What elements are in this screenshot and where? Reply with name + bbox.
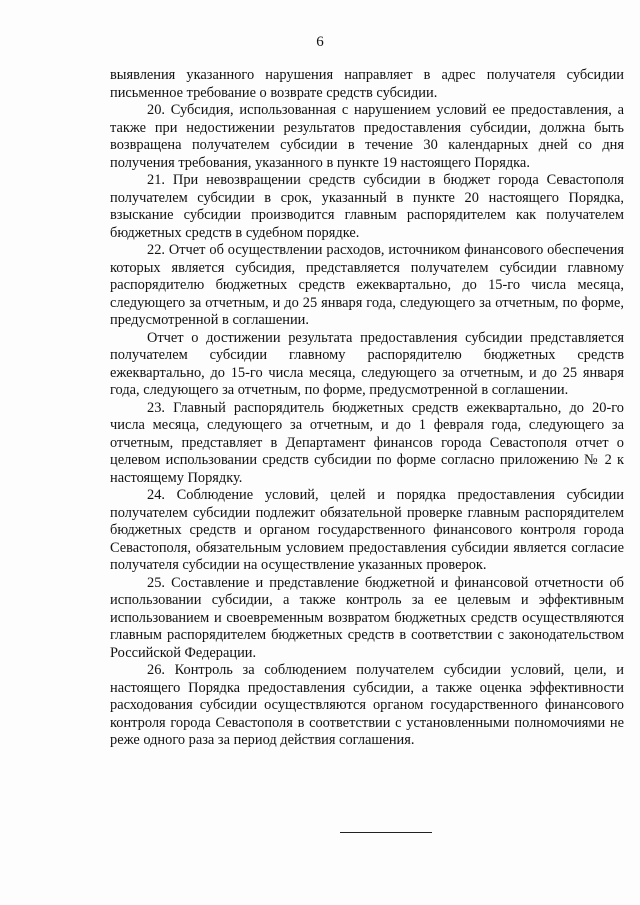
paragraph-26: 26. Контроль за соблюдением получателем субсидии условий, цели, и настоящего Порядка предоставления субсидии, а также оценка эффективности расходования субсидии осуществляются органом государственного финансового контроля города Севастополя в соответствии с установленными полномочиями не реже одного раза за период действия соглашения. xyxy=(110,662,624,748)
document-body xyxy=(110,67,624,750)
paragraph-continuation: выявления указанного нарушения направляет в адрес получателя субсидии письменное требование о возврате средств субсидии. xyxy=(110,67,624,101)
paragraph-24: 24. Соблюдение условий, целей и порядка предоставления субсидии получателем субсидии подлежит обязательной проверке главным распорядителем бюджетных средств и органом государственного финансового контроля города Севастополя, обязательным условием предоставления субсидии является согласие получателя субсидии на осуществление указанных проверок. xyxy=(110,487,624,573)
paragraph-22-report: Отчет о достижении результата предоставления субсидии представляется получателем субсидии главному распорядителю бюджетных средств ежеквартально, до 15-го числа месяца, следующего за отчетным, и до 25 января года, следующего за отчетным, по форме, предусмотренной в соглашении. xyxy=(110,329,624,398)
paragraph-23: 23. Главный распорядитель бюджетных средств ежеквартально, до 20-го числа месяца, следующего за отчетным, и до 1 февраля года, следующего за отчетным, представляет в Департамент финансов города Севастополя отчет о целевом использовании средств субсидии по форме согласно приложению № 2 к настоящему Порядку. xyxy=(110,399,624,486)
end-of-document-rule xyxy=(340,832,432,833)
paragraph-20: 20. Субсидия, использованная с нарушением условий ее предоставления, а также при недостижении результатов предоставления субсидии, должна быть возвращена получателем субсидии в течение 30 календарных дней со дня получения требования, указанного в пункте 19 настоящего Порядка. xyxy=(110,102,624,171)
page-number: 6 xyxy=(316,34,324,50)
paragraph-21: 21. При невозвращении средств субсидии в бюджет города Севастополя получателем субсидии в срок, указанный в пункте 20 настоящего Порядка, взыскание субсидии производится главным распорядителем как получателем бюджетных средств в судебном порядке. xyxy=(110,172,624,241)
paragraph-25: 25. Составление и представление бюджетной и финансовой отчетности об использовании субсидии, а также контроль за ее целевым и эффективным использованием и своевременным возвратом бюджетных средств осуществляются главным распорядителем бюджетных средств в соответствии с законодательством Российской Федерации. xyxy=(110,574,624,661)
paragraph-22: 22. Отчет об осуществлении расходов, источником финансового обеспечения которых является субсидия, представляется получателем субсидии главному распорядителю бюджетных средств ежеквартально, до 15-го числа месяца, следующего за отчетным, и до 25 января года, следующего за отчетным, по форме, предусмотренной в соглашении. xyxy=(110,242,624,328)
